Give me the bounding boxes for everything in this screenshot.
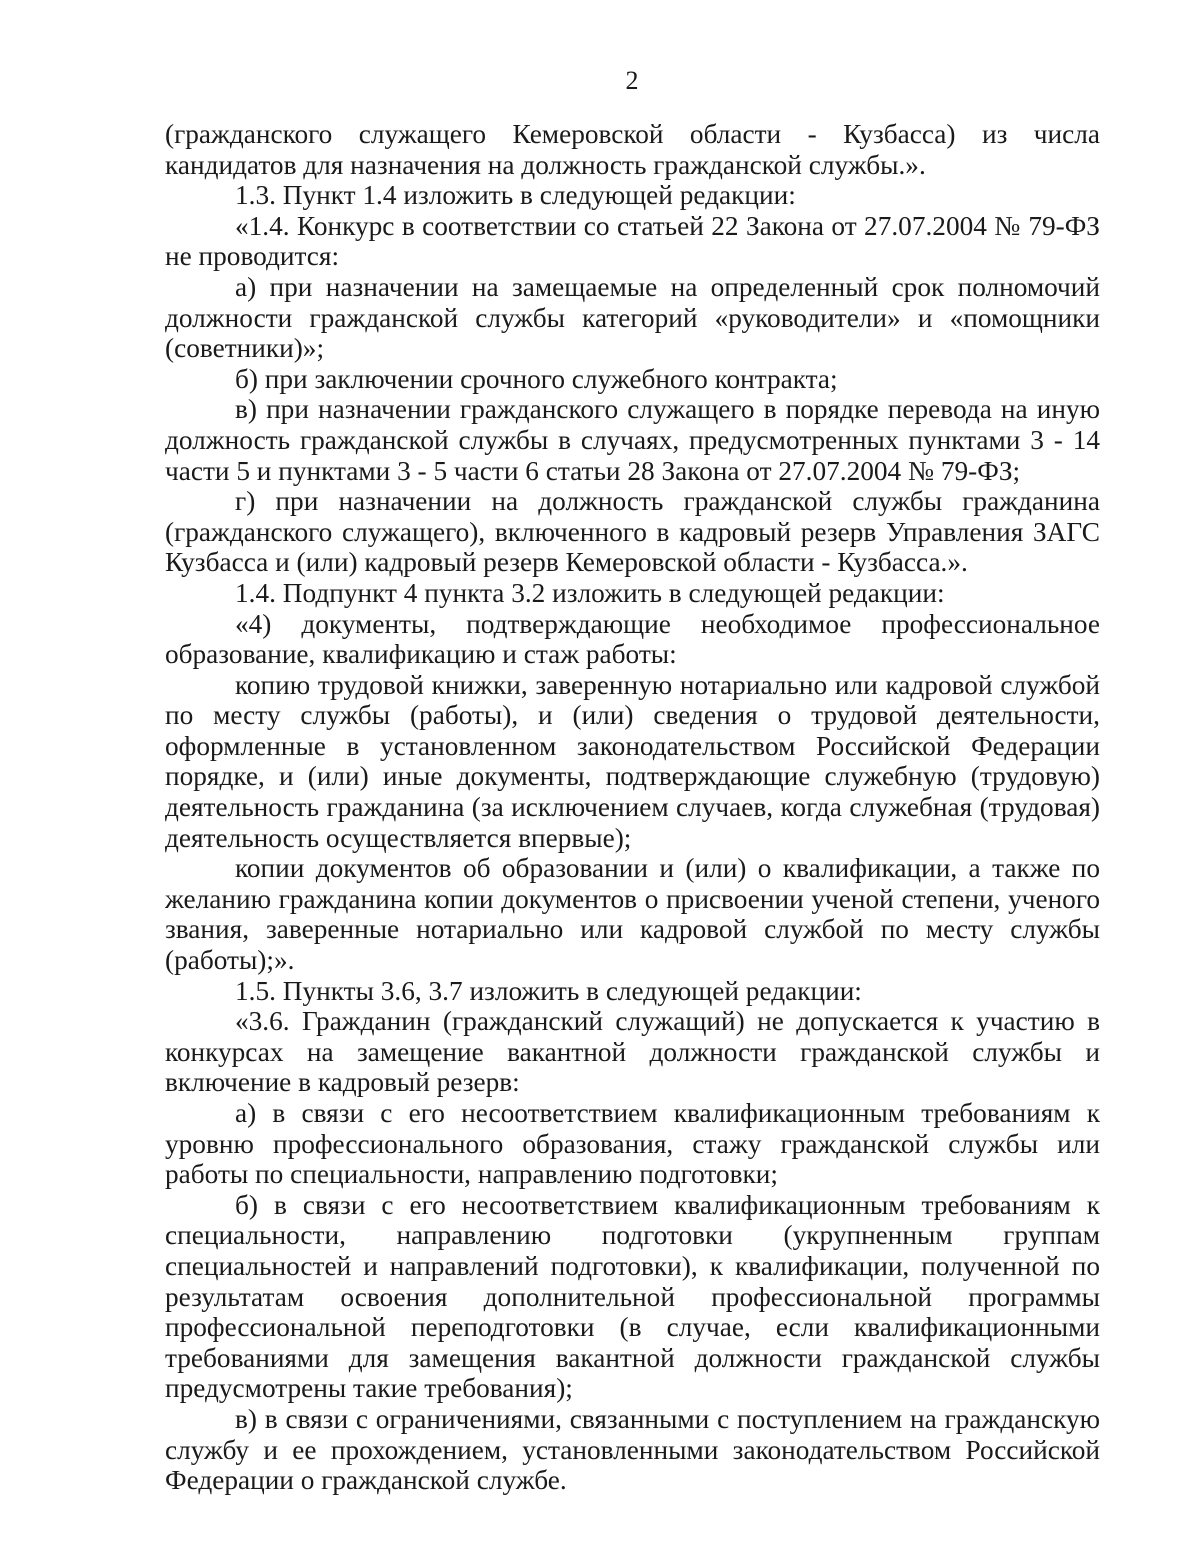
paragraph: (гражданского служащего Кемеровской области - Кузбасса) из числа кандидатов для назначения на должность гражданской службы.». [165,119,1100,180]
paragraph: копии документов об образовании и (или) о квалификации, а также по желанию гражданина копии документов о присвоении ученой степени, ученого звания, заверенные нотариально или кадровой службой по месту службы (работы);». [165,853,1100,976]
paragraph: в) при назначении гражданского служащего в порядке перевода на иную должность гражданской службы в случаях, предусмотренных пунктами 3 - 14 части 5 и пунктами 3 - 5 части 6 статьи 28 Закона от 27.07.2004 № 79-ФЗ; [165,394,1100,486]
paragraph: в) в связи с ограничениями, связанными с поступлением на гражданскую службу и ее прохождением, установленными законодательством Российской Федерации о гражданской службе. [165,1403,1100,1496]
paragraph: 1.5. Пункты 3.6, 3.7 изложить в следующей редакции: [235,975,862,1006]
paragraph: г) при назначении на должность гражданской службы гражданина (гражданского служащего), включенного в кадровый резерв Управления ЗАГС Кузбасса и (или) кадровый резерв Кемеровской области - Кузбасса.». [165,486,1100,578]
paragraph: копию трудовой книжки, заверенную нотариально или кадровой службой по месту службы (работы), и (или) сведения о трудовой деятельности, оформленные в установленном законодательством Российской Федерации порядке, и (или) иные документы, подтверждающие служебную (трудовую) деятельность гражданина (за исключением случаев, когда служебная (трудовая) деятельность осуществляется впервые); [165,669,1100,853]
paragraph: «4) документы, подтверждающие необходимое профессиональное образование, квалификацию и стаж работы: [165,608,1100,670]
paragraph: а) при назначении на замещаемые на определенный срок полномочий должности гражданской службы категорий «руководители» и «помощники (советники)»; [165,271,1100,364]
paragraph: а) в связи с его несоответствием квалификационным требованиям к уровню профессионального образования, стажу гражданской службы или работы по специальности, направлению подготовки; [165,1098,1100,1190]
page-number: 2 [625,66,639,95]
paragraph: б) в связи с его несоответствием квалификационным требованиям к специальности, направлению подготовки (укрупненным группам специальностей и направлений подготовки), к квалификации, полученной по результатам освоения дополнительной профессиональной программы профессиональной переподготовки (в случае, если квалификационными требованиями для замещения вакантной должности гражданской службы предусмотрены такие требования); [165,1189,1100,1404]
paragraph: «3.6. Гражданин (гражданский служащий) не допускается к участию в конкурсах на замещение вакантной должности гражданской службы и включение в кадровый резерв: [165,1006,1100,1098]
paragraph: б) при заключении срочного служебного контракта; [235,363,838,394]
paragraph: «1.4. Конкурс в соответствии со статьей 22 Закона от 27.07.2004 № 79-ФЗ не проводится: [165,210,1100,272]
document-body [165,119,1100,1496]
paragraph: 1.4. Подпункт 4 пункта 3.2 изложить в следующей редакции: [235,577,945,608]
paragraph: 1.3. Пункт 1.4 изложить в следующей редакции: [235,180,796,211]
